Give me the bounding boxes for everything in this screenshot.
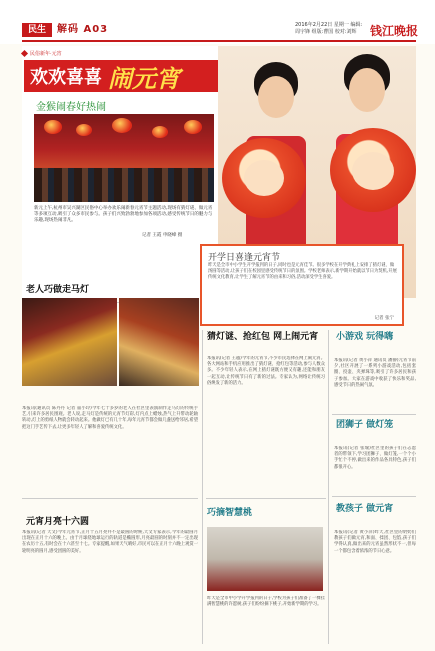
story-text-dumplings: 本报讯(记者 黄小萍)昨天,社区里的奶奶们教孩子们做元宵,和面、揉团、包馅,孩子们学得认真,做出来的元宵虽然形状不一,但每一个都包含着浓浓的节日心意。 <box>334 530 416 554</box>
hero-photo-lantern-crowd[interactable] <box>34 114 214 202</box>
story-text-lantern: 本报讯(通讯员 陈丹丹 记者 董小玲)今年七十多岁的老人在社区里表演制作走马灯的传统手艺,引来许多居民围观。老人说,走马灯是传统的元宵节灯彩,灯内点上蜡烛,热气上升带动轮轴转动,灯上的剪纸人物就会转动起来。他做灯已有几十年,每年元宵节都会做几盏送给邻居,希望把这门手艺传下去,让更多年轻人了解和喜爱传统文化。 <box>22 406 198 430</box>
hero-subtitle: 金猴闹春好热闹 <box>36 102 106 113</box>
story-text-lion: 本报讯(记者 张瑜)社区里的孩子们在志愿者的带领下,学习团狮子、做灯笼,一个个小手忙个不停,做出来的作品各具特色,孩子们都很开心。 <box>334 446 416 470</box>
divider <box>328 330 329 644</box>
divider <box>332 414 416 415</box>
story-caption-peach: 昨天是全市中小学开学报到的日子,学校为孩子们准备了一棵挂满智慧桃的许愿树,孩子们纷纷摘下桃子,开始新学期的学习。 <box>207 596 325 608</box>
peach-tree-photo[interactable] <box>207 527 323 591</box>
header-rule <box>22 40 416 42</box>
story-title-dumplings[interactable]: 教孩子 做元宵 <box>336 504 394 514</box>
divider <box>332 496 416 497</box>
notice-body: 昨天是全市中小学生开学报到的日子,同时也是元宵佳节。很多学校在开学典礼上安排了猜灯谜、做汤圆等活动,让孩子们在校园里感受传统节日的氛围。学校老师表示,新学期开始就以节日为契机,开展传统文化教育,让学生了解元宵节的由来和习俗,活动深受学生喜爱。 <box>208 263 397 281</box>
page-header <box>0 0 435 44</box>
story-text-moon: 本报讯(记者 天文)今年元宵节,正月十五月亮并不是最圆的时候,天文专家表示,今年的最圆月出现在正月十六的晚上。由于月球绕地球运行的轨道是椭圆形,月亮最圆的时刻并不一定出现在农历十五,有时会在十六甚至十七。专家提醒,如果天气晴好,市民可以在正月十六晚上观赏一轮明亮的圆月,感受团圆的美好。 <box>22 530 198 554</box>
story-title-online[interactable]: 猜灯谜、抢红包 网上闹元宵 <box>207 332 319 342</box>
hero-title-accent: 闹元宵 <box>108 63 180 93</box>
story-text-games: 本报讯(记者 黄小萍 通讯员 潘静)元宵节前夕,社区开展了一系列小游戏活动,包括套圈、投壶、夹弹珠等,吸引了许多居民和孩子参加。大家在游戏中收获了快乐和奖品,感受节日的热闹气氛。 <box>334 358 416 388</box>
section-tab[interactable]: 民生 <box>22 23 52 37</box>
lantern-making-photo[interactable] <box>22 298 117 386</box>
monkey-face <box>352 152 394 190</box>
date-line: 2016年2月22日 星期一 编辑:周宇锋 组版:曹国 校对:刘辉 <box>295 22 363 35</box>
section-subtitle: 解码 A03 <box>57 24 109 35</box>
story-title-moon[interactable]: 元宵月亮十六圆 <box>26 517 90 527</box>
notice-title: 开学日喜逢元宵节 <box>208 253 281 263</box>
hero-caption: 新元上午,杭州市吴兴湖区民俗中心举办欢乐闹新春元宵节主题活动,现场有猜灯谜、做元宵等多项互动,吸引了众多市民参与。孩子们兴致勃勃地参加各项活动,感受传统节日的魅力与乐趣,现场热闹非凡。 <box>34 206 213 223</box>
hero-kicker-text: 民俗新年·元宵 <box>30 51 62 57</box>
diamond-icon <box>21 50 28 57</box>
lantern-icon <box>152 126 168 138</box>
notice-author: 记者 张宁 <box>374 316 394 321</box>
hero-kicker <box>22 50 62 57</box>
divider <box>202 330 203 644</box>
hero-author: 记者 王霞 申晓峰 摄 <box>142 233 183 238</box>
lantern-icon <box>184 120 202 134</box>
kid-face <box>349 68 385 112</box>
lantern-making-photo-2[interactable] <box>119 298 199 386</box>
story-title-games[interactable]: 小游戏 玩得嗨 <box>336 332 394 342</box>
story-text-online: 本报讯(记者 王越)今年的元宵节,不少市民选择在网上闹元宵。各大网站和手机应用推出了猜灯谜、抢红包等活动,参与人数众多。不少年轻人表示,在网上猜灯谜既方便又有趣,还能和朋友一起互动,让传统节日有了新的过法。专家认为,网络让传统习俗焕发了新的活力。 <box>207 356 325 386</box>
story-title-lantern[interactable]: 老人巧做走马灯 <box>26 285 90 295</box>
lantern-icon <box>44 120 62 134</box>
hero-title-main: 欢欢喜喜 <box>30 67 102 88</box>
story-title-peach[interactable]: 巧摘智慧桃 <box>207 508 253 518</box>
monkey-face <box>244 160 284 196</box>
divider <box>206 498 326 499</box>
lantern-icon <box>112 118 132 133</box>
kid-face <box>258 76 294 118</box>
newspaper-logo: 钱江晚报 <box>370 24 419 38</box>
story-title-lion[interactable]: 团狮子 做灯笼 <box>336 420 394 430</box>
notice-box[interactable] <box>200 244 404 326</box>
crowd-image <box>34 168 214 202</box>
divider <box>22 498 198 499</box>
lantern-icon <box>76 124 92 136</box>
